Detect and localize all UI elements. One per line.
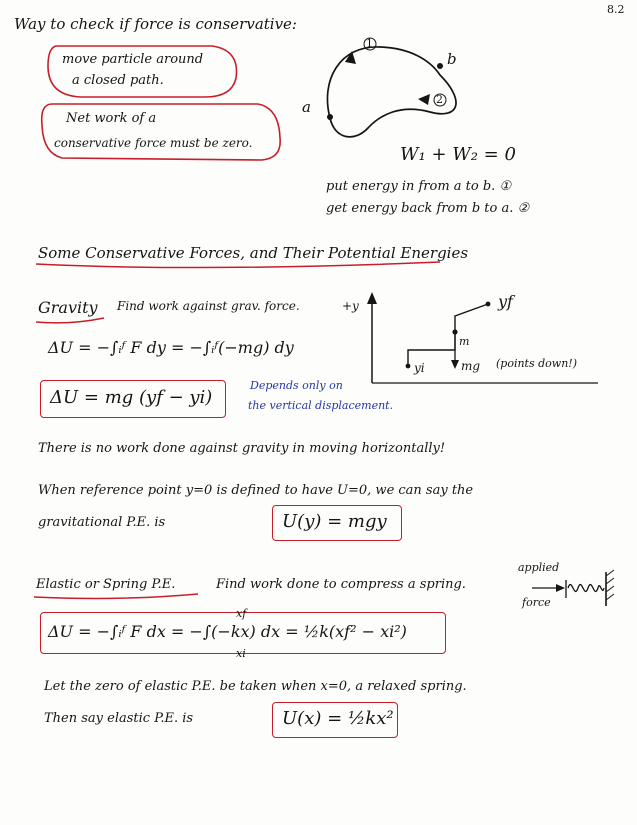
points-down-note: (points down!)	[496, 357, 577, 370]
path-2-arrow	[418, 94, 430, 105]
gravity-pe-formula: U(y) = mgy	[282, 511, 387, 532]
spring-coil	[566, 580, 604, 598]
section2-heading-underline	[36, 262, 440, 268]
bubble-line-3: Net work of a	[66, 111, 157, 126]
yi-label: yi	[414, 361, 425, 375]
bubble-line-1: move particle around	[62, 52, 204, 67]
spring-title-underline	[34, 594, 198, 598]
gravity-integral-equation: ΔU = −∫ᵢᶠ F dy = −∫ᵢᶠ(−mg) dy	[48, 338, 294, 357]
work-sum-equation: W₁ + W₂ = 0	[400, 144, 516, 165]
plus-y-label: +y	[342, 299, 359, 313]
mg-label: mg	[461, 359, 481, 373]
path-label-2: 2	[436, 93, 443, 106]
conservative-forces-heading: Some Conservative Forces, and Their Potential Energies	[38, 244, 469, 262]
point-b-label: b	[447, 50, 457, 68]
gravity-title: Gravity	[38, 298, 98, 317]
applied-force-arrow-head	[556, 584, 565, 592]
yf-dot	[486, 302, 491, 307]
point-b-dot	[437, 63, 443, 69]
bubble-line-4: conservative force must be zero.	[54, 136, 253, 150]
bubble-line-2: a closed path.	[72, 73, 164, 88]
spring-bullet-text: Find work done to compress a spring.	[216, 577, 466, 592]
vertical-note-2: the vertical displacement.	[248, 399, 394, 412]
relaxed-spring-line: Let the zero of elastic P.E. be taken when x=0, a relaxed spring.	[44, 679, 467, 694]
point-a-dot	[327, 114, 333, 120]
yi-dot	[406, 364, 411, 369]
spring-pe-formula: U(x) = ½kx²	[282, 708, 394, 729]
elastic-pe-intro: Then say elastic P.E. is	[44, 711, 194, 726]
mass-label: m	[459, 335, 470, 348]
spring-work-equation: ΔU = −∫ᵢᶠ F dx = −∫(−kx) dx = ½k(xf² − xi²)	[48, 622, 407, 641]
gravity-title-underline	[36, 318, 104, 323]
spring-title: Elastic or Spring P.E.	[36, 577, 176, 592]
gravity-bullet-text: Find work against grav. force.	[117, 299, 300, 313]
conservative-check-heading: Way to check if force is conservative:	[14, 15, 297, 33]
page-number: 8.2	[607, 3, 625, 16]
mg-arrow-head	[451, 360, 459, 369]
applied-force-label-1: applied	[518, 561, 560, 574]
wall-hatch	[606, 570, 614, 600]
y-axis-arrow	[367, 292, 377, 304]
displacement-path	[408, 304, 488, 366]
reference-point-line-2: gravitational P.E. is	[38, 515, 166, 530]
no-horizontal-work-statement: There is no work done against gravity in moving horizontally!	[38, 441, 446, 456]
energy-note-1: put energy in from a to b. ①	[326, 179, 512, 194]
point-a-label: a	[302, 98, 311, 116]
integral-lower-limit: xi	[236, 647, 246, 660]
energy-note-2: get energy back from b to a. ②	[326, 201, 530, 216]
integral-upper-limit: xf	[236, 607, 247, 620]
path-label-1: 1	[366, 37, 373, 50]
reference-point-line-1: When reference point y=0 is defined to have U=0, we can say the	[38, 483, 474, 498]
gravity-result: ΔU = mg (yf − yi)	[50, 387, 213, 408]
yf-label: yf	[498, 292, 513, 311]
applied-force-label-2: force	[522, 596, 551, 609]
vertical-note-1: Depends only on	[250, 379, 343, 392]
